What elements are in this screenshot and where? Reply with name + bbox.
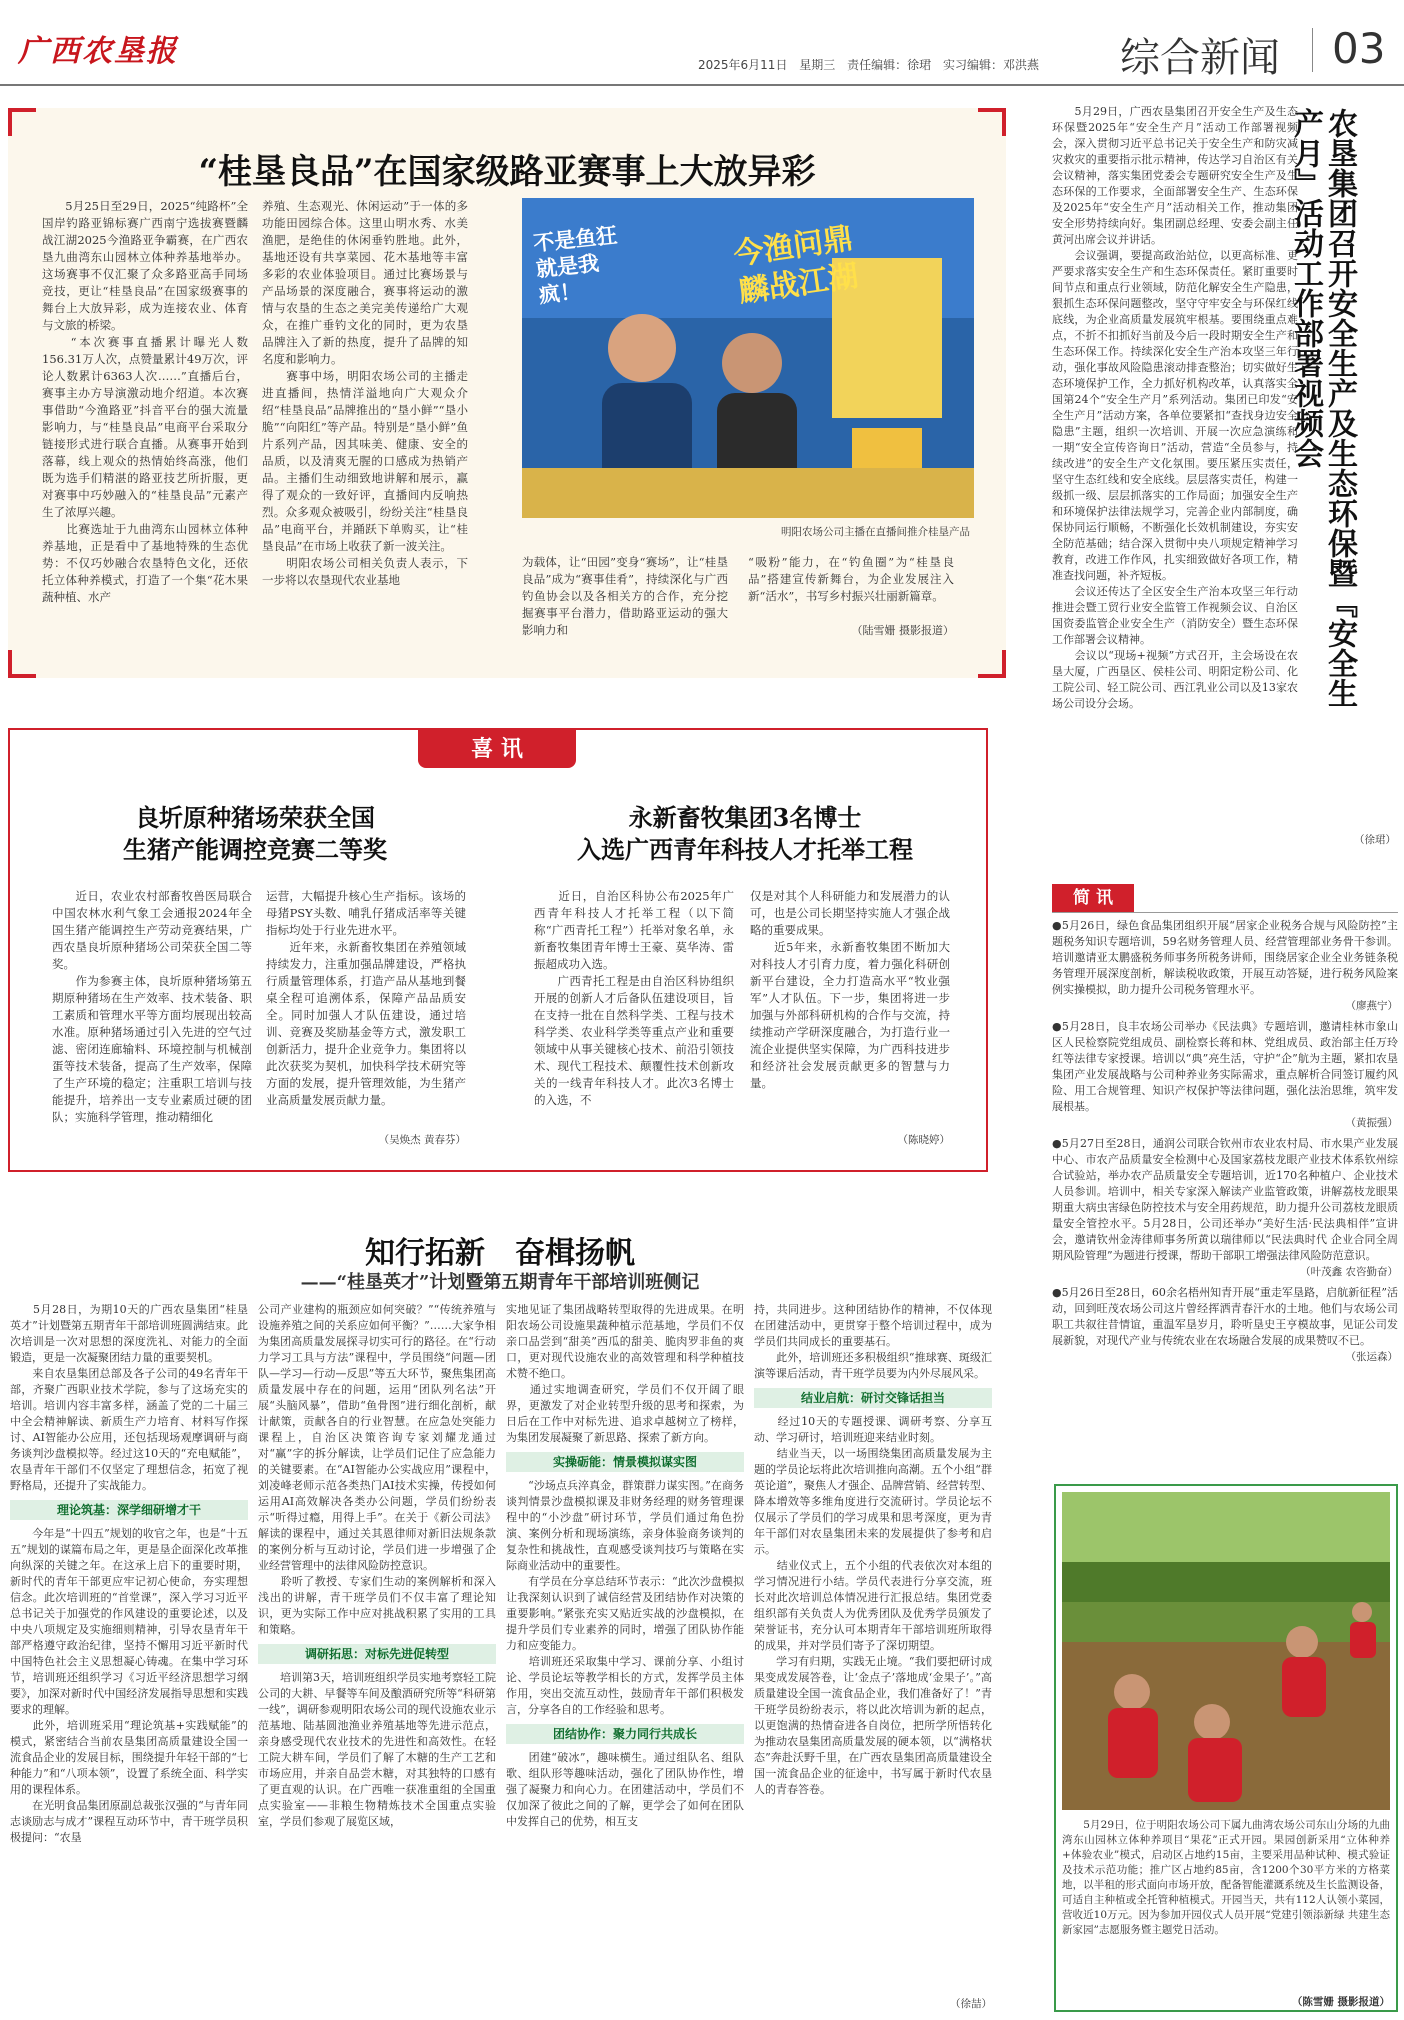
section-title: 综合新闻 bbox=[1120, 35, 1280, 81]
intern-editor: 实习编辑：邓洪燕 bbox=[942, 58, 1039, 72]
training-subtitle: ——“桂垦英才”计划暨第五期青年干部培训班侧记 bbox=[300, 1272, 700, 1293]
training-byline: （徐喆） bbox=[950, 1998, 992, 2010]
right-news-headline: 永新畜牧集团3名博士 入选广西青年科技人才托举工程 bbox=[577, 803, 913, 864]
brief-item: ●5月28日，良丰农场公司举办《民法典》专题培训，邀请桂林市象山区人民检察院党组成员、副检察长蒋和林、党组成员、政治部主任万玲红等法律专家授课。培训以“典”亮生活，守护“企”航为主题，紧扣农垦集团产业发展战略与公司种养业务实际需求，重点解析合同签订履约风险、用工合规管理、知识产权保护等法律问题，强化法治思维，筑牢发展根基。 （黄振强） bbox=[1052, 1020, 1398, 1129]
right-news-column-2: 仅是对其个人科研能力和发展潜力的认可，也是公司长期坚持实施人才强企战略的重要成果。 近5年来，永新畜牧集团不断加大对科技人才引育力度，着力强化科研创新平台建设，全力打造高水平“牧业强军”人才队伍。下一步，集团将进一步加强与外部科研机构的合作与交流，持续推动产学研深度融合，为打造行业一流企业提供坚实保障，为广西科技进步和经济社会发展贡献更多的智慧与力量。 bbox=[750, 889, 950, 1090]
right-news-byline: （陈晓婷） bbox=[897, 1134, 950, 1146]
subhead-research: 调研拓思：对标先进促转型 bbox=[258, 1644, 496, 1664]
safety-headline: 农垦集团召开安全生产及生态环保暨『安全生产月』活动工作部署视频会 bbox=[1288, 108, 1357, 708]
good-news-label: 喜 讯 bbox=[418, 730, 576, 768]
lead-column-3: 为载体，让“田园”变身“赛场”，让“桂垦良品”成为“赛事佳肴”，持续深化与广西钓鱼协会以及各相关方的合作，充分挖掘赛事平台潜力，借助路亚运动的强大影响力和 bbox=[522, 555, 728, 637]
lead-byline: （陆雪姗 摄影报道） bbox=[851, 624, 954, 637]
issue-weekday: 星期三 bbox=[799, 58, 836, 72]
page-number: 03 bbox=[1332, 24, 1386, 73]
brief-label: 简 讯 bbox=[1052, 884, 1134, 912]
left-news-column-1: 近日，农业农村部畜牧兽医局联合中国农林水利气象工会通报2024年全国生猪产能调控生产劳动竞赛结果，广西农垦良圻原种猪场公司荣获全国二等奖。 作为参赛主体，良圻原种猪场第五期原种猪场在生产效率、技术装备、职工素质和管理水平等方面均展现出较高水准。原种猪场通过引入先进的空气过滤、密闭连廊输料、环境控制与机械剖蛋等技术装备，提高了生产效率，保障了生产环境的稳定；注重职工培训与技能提升，培养出一支专业素质过硬的团队；实施科学管理，推动精细化 bbox=[52, 889, 252, 1124]
newspaper-logo: 广西农垦报 bbox=[18, 34, 178, 69]
subhead-teamwork: 团结协作：聚力同行共成长 bbox=[506, 1724, 744, 1744]
right-news-column-1: 近日，自治区科协公布2025年广西青年科技人才托举工程（以下简称“广西青托工程”）托举对象名单，永新畜牧集团青年博士王豪、莫华涛、雷振超成功入选。 广西青托工程是由自治区科协组织开展的创新人才后备队伍建设项目，旨在支持一批在自然科学类、工程与技术科学类、农业科学类等重点产业和重要领域中从事关键核心技术、前沿引领技术、现代工程技术、颠覆性技术创新攻关的一线青年科技人才。此次3名博士的入选，不 bbox=[534, 889, 734, 1107]
lead-column-2: 养殖、生态观光、休闲运动”于一体的多功能田园综合体。这里山明水秀、水美渔肥，是绝佳的休闲垂钓胜地。此外，基地还设有共享菜园、花木基地等丰富多彩的农业体验项目。通过比赛场景与产品场景的深度融合，赛事将运动的激情与农垦的生态之美完美传递给广大观众，在推广垂钓文化的同时，更为农垦品牌注入了新的热度，提升了品牌的知名度和影响力。 赛事中场，明阳农场公司的主播走进直播间，热情洋溢地向广大观众介绍“桂垦良品”品牌推出的“垦小鲜”“垦小脆”“向阳红”等产品。特别是“垦小鲜”鱼片系列产品，因其味美、健康、安全的品质，以及清爽无腥的口感成为热销产品。主播们生动细致地讲解和展示，赢得了观众的一致好评，直播间内反响热烈。众多观众被吸引，纷纷关注“桂垦良品”电商平台，并踊跃下单购买，让“桂垦良品”在市场上收获了新一波关注。 明阳农场公司相关负责人表示，下一步将以农垦现代农业基地 bbox=[262, 199, 468, 587]
lead-column-1: 5月25日至29日，2025“纯路杯”全国岸钓路亚锦标赛广西南宁选拔赛暨麟战江湖2025今渔路亚争霸赛，在广西农垦九曲湾东山园林立体种养基地举办。这场赛事不仅汇聚了众多路亚高手同场竞技，更让“桂垦良品”在国家级赛事的舞台上大放异彩，成为连接农业、体育与文旅的桥梁。 “本次赛事直播累计曝光人数156.31万人次，点赞量累计49万次，评论人数累计6363人次……”直播后台，赛事主办方导演激动地介绍道。本次赛事借助“今渔路亚”抖音平台的强大流量影响力，与“桂垦良品”电商平台采取分链接形式进行联合直播。从赛事开始到落幕，线上观众的热情始终高涨，他们既为选手们精湛的路亚技艺所折服，更对赛事中巧妙融入的“桂垦良品”元素产生了浓厚兴趣。 比赛选址于九曲湾东山园林立体种养基地，正是看中了基地特殊的生态优势：不仅巧妙融合农垦特色文化，还依托立体种养模式，打造了一个集“花木果蔬种植、水产 bbox=[42, 199, 248, 604]
training-column-3: 实地见证了集团战略转型取得的先进成果。在明阳农场公司设施果蔬种植示范基地，学员们不仅亲口品尝到“甜美”西瓜的甜美、脆肉罗非鱼的爽口，更对现代设施农业的高效管理和科学种植技术赞不绝口。 通过实地调查研究，学员们不仅开阔了眼界，更激发了对企业转型升级的思考和探索，为日后在工作中对标先进、追求卓越树立了榜样，为集团发展凝聚了新思路、探索了新方向。 实操砺能：情景模拟谋实图 “沙场点兵淬真金，群策群力谋实图。”在商务谈判情景沙盘模拟课及非财务经理的财务管理课程中的“小沙盘”研讨环节，学员们通过角色扮演、案例分析和现场演练，亲身体验商务谈判的复杂性和挑战性，直观感受谈判技巧与策略在实际商业活动中的重要性。 有学员在分享总结环节表示：“此次沙盘模拟让我深刻认识到了诚信经营及团结协作对决策的重要影响。”紧张充实又贴近实战的沙盘模拟，在提升学员们专业素养的同时，增强了团队协作能力和应变能力。 培训班还采取集中学习、课前分享、小组讨论、学员论坛等教学相长的方式，发挥学员主体作用，突出交流互动性，鼓励青年干部们积极发言，分享各自的工作经验和思考。 团结协作：聚力同行共成长 团建“破冰”，趣味横生。通过组队名、组队歌、组队形等趣味活动，强化了团队协作性，增强了凝聚力和向心力。在团建活动中，学员们不仅加深了彼此之间的了解，更学会了如何在团队中发挥自己的优势，相互支 bbox=[506, 1303, 744, 1828]
header-rule bbox=[0, 84, 1404, 86]
livestream-photo bbox=[522, 198, 974, 518]
banner-slogan-right: 今渔问鼎 麟战江湖 bbox=[731, 221, 861, 311]
left-news-headline: 良圻原种猪场荣获全国 生猪产能调控竞赛二等奖 bbox=[123, 803, 387, 864]
safety-byline: （徐珺） bbox=[1354, 834, 1396, 846]
left-news-column-2: 运营，大幅提升核心生产指标。该场的母猪PSY头数、哺乳仔猪成活率等关键指标均处于行业先进水平。 近年来，永新畜牧集团在养殖领域持续发力，注重加强品牌建设，严格执行质量管理体系，打造产品从基地到餐桌全程可追溯体系，保障产品品质安全。同时加强人才队伍建设，通过培训、竞赛及奖励基金等方式，激发职工创新活力，提升企业竞争力。集团将以此次获奖为契机，加快科学技术研究等方面的发展，提升管理效能，为生猪产业高质量发展贡献力量。 bbox=[266, 889, 466, 1107]
issue-meta bbox=[698, 56, 1047, 73]
subhead-graduation: 结业启航：研讨交锋话担当 bbox=[754, 1388, 992, 1408]
corner-mark bbox=[978, 650, 1006, 678]
banner-slogan-left: 不是鱼狂 就是我疯！ bbox=[532, 222, 619, 308]
subhead-practice: 实操砺能：情景模拟谋实图 bbox=[506, 1452, 744, 1472]
issue-date: 2025年6月11日 bbox=[698, 58, 788, 72]
lead-column-4: “吸粉”能力，在“钓鱼圈”为“桂垦良品”搭建宣传新舞台，为企业发展注入新“活水”，书写乡村振兴壮丽新篇章。 bbox=[748, 555, 954, 603]
farm-photo-byline: （陈雪姗 摄影报道） bbox=[1291, 1996, 1390, 2008]
farm-photo-caption: 5月29日，位于明阳农场公司下属九曲湾农场公司东山分场的九曲湾东山园林立体种养项目“果花”正式开园。果园创新采用“立体种养+体验农业”模式，启动区占地约15亩，主要采用品种试种、模式验证及技术示范功能；推广区占地约85亩，含1200个30平方米的方格菜地，以半租的形式面向市场开放，配备智能灌溉系统及生长监测设备，可适自主种植或全托管种植模式。开园当天，共有112人认领小菜园，营收近10万元。因为参加开园仪式人员开展“党建引领添新绿 共建生态新家园”志愿服务暨主题党日活动。 bbox=[1062, 1819, 1390, 1936]
brief-item: ●5月26日，绿色食品集团组织开展“居家企业税务合规与风险防控”主题税务知识专题培训，59名财务管理人员、经营管理部业务骨干参训。培训邀请亚太鹏盛税务师事务所税务讲师，围绕居家企业全业务链条税务管理开展深度剖析，解读税收政策，开展互动答疑，进行税务风险案例实操模拟，助力提升公司税务管理水平。 （廖燕宁） bbox=[1052, 919, 1398, 1012]
good-news-box bbox=[8, 728, 988, 1172]
corner-mark bbox=[8, 108, 36, 136]
safety-body: 5月29日，广西农垦集团召开安全生产及生态环保暨2025年“安全生产月”活动工作部署视频会，深入贯彻习近平总书记关于安全生产和防灾减灾救灾的重要指示批示精神，传达学习自治区有关会议精神，落实集团党委会专题研究安全生产及生态环保的工作要求，全面部署安全生产、生态环保及2025年“安全生产月”活动相关工作，推动集团安全形势持续向好。集团副总经理、安委会副主任黄河出席会议并讲话。 会议强调，要提高政治站位，以更高标准、更严要求落实安全生产和生态环保责任。紧盯重要时间节点和重点行业领域，防范化解安全生产隐患，狠抓生态环保问题整改，坚守守牢安全与环保红线底线，为企业高质量发展筑牢根基。要围绕重点难点，不折不扣抓好当前及今后一段时期安全生产和生态环保工作。持续深化安全生产治本攻坚三年行动，强化事故风险隐患滚动排查整治；切实做好生态环境保护工作，全力抓好机构改革，认真落实全国第24个“安全生产月”系列活动。集团已印发“安全生产月”活动方案，各单位要紧扣“查找身边安全隐患”主题，组织一次培训、开展一次应急演练和一期“安全宣传咨询日”活动，营造“全员参与，持续改进”的安全生产文化氛围。要压紧压实责任，坚守生态红线和安全底线。层层落实责任，构建一级抓一级、层层抓落实的工作局面；加强安全生产和环境保护法律法规学习，完善企业内部制度，确保协同运行顺畅，不断强化长效机制建设，夯实安全防范基础；结合深入贯彻中央八项规定精神学习教育，改进工作作风，扎实细致做好各项工作，精准查找问题，补齐短板。 会议还传达了全区安全生产治本攻坚三年行动推进会暨工贸行业安全监管工作视频会议、自治区国资委监管企业安全生产（消防安全）暨生态环保工作部署会议精神。 会议以“现场+视频”方式召开，主会场设在农垦大厦，广西垦区、侯桂公司、明阳定粉公司、化工院公司、轻工院公司、西江乳业公司以及13家农场公司设分会场。 bbox=[1052, 105, 1298, 710]
left-news-byline: （吴焕杰 黄春芬） bbox=[378, 1134, 466, 1146]
training-column-1: 5月28日，为期10天的广西农垦集团“桂垦英才”计划暨第五期青年干部培训班圆满结束。此次培训是一次对思想的深度洗礼、对能力的全面锻造，更是一次凝聚团结力量的重要契机。 来自农垦集团总部及各子公司的49名青年干部，齐聚广西职业技术学院，参与了这场充实的培训。培训内容丰富多样，涵盖了党的二十届三中全会精神解读、新质生产力培育、材料写作探讨、AI智能办公应用，还包括现场观摩调研与商务谈判沙盘模拟等。经过这10天的“充电赋能”，农垦青年干部们不仅坚定了理想信念，拓宽了视野格局，还提升了实战能力。 理论筑基：深学细研增才干 今年是“十四五”规划的收官之年，也是“十五五”规划的谋篇布局之年，更是垦企面深化改革推向纵深的关键之年。在这承上启下的重要时期，新时代的青年干部更应牢记初心使命，夯实理想信念。此次培训班的“首堂课”，深入学习习近平总书记关于加强党的作风建设的重要论述，以及中央八项规定及实施细则精神，引导农垦青年干部严格遵守政治纪律，坚持不懈用习近平新时代中国特色社会主义思想凝心铸魂。在集中学习环节，培训班还组织学习《习近平经济思想学习纲要》，加深对新时代中国经济发展指导思想和实践要求的理解。 此外，培训班采用“理论筑基+实践赋能”的模式，紧密结合当前农垦集团高质量建设全国一流食品企业的发展目标，围绕提升年轻干部的“七种能力”和“八项本领”，设置了系统全面、科学实用的课程体系。 在光明食品集团原副总裁张汉强的“与青年同志谈励志与成才”课程互动环节中，青干班学员积极提问：“农垦 bbox=[10, 1303, 248, 1844]
training-headline: 知行拓新 奋楫扬帆 bbox=[365, 1236, 635, 1271]
header-divider bbox=[1312, 28, 1313, 72]
corner-mark bbox=[8, 650, 36, 678]
farm-photo-box bbox=[1054, 1484, 1398, 2012]
photo-caption: 明阳农场公司主播在直播间推介桂垦产品 bbox=[781, 526, 970, 538]
farm-photo bbox=[1062, 1492, 1390, 1810]
lead-headline: “桂垦良品”在国家级路亚赛事上大放异彩 bbox=[198, 152, 816, 192]
brief-list bbox=[1052, 918, 1398, 1364]
brief-rule bbox=[1052, 912, 1398, 913]
training-column-4: 持，共同进步。这种团结协作的精神，不仅体现在团建活动中，更贯穿于整个培训过程中，成为学员们共同成长的重要基石。 此外，培训班还多积极组织“推球赛、斑级汇演等课后活动，青干班学员要为内外尽展风采。 结业启航：研讨交锋话担当 经过10天的专题授课、调研考察、分享互动、学习研讨，培训班迎来结业时刻。 结业当天，以一场围绕集团高质量发展为主题的学员论坛将此次培训推向高潮。五个小组“群英论道”，聚焦人才强企、品牌营销、经营转型、降本增效等多维角度进行交流研讨。学员论坛不仅展示了学员们的学习成果和思考深度，更为青年干部们对农垦集团未来的发展提供了参考和启示。 结业仪式上，五个小组的代表依次对本组的学习情况进行小结。学员代表进行分享交流，班长对此次培训总体情况进行汇报总结。集团党委组织部有关负责人为优秀团队及优秀学员颁发了荣誉证书，充分认可本期青年干部培训班所取得的成果，并对学员们寄予了深切期望。 学习有归期，实践无止境。“我们要把研讨成果变成发展答卷，让‘金点子’落地成‘金果子’。”高质量建设全国一流食品企业，我们准备好了！”青干班学员纷纷表示，将以此次培训为新的起点，以更饱满的热情奋进各自岗位，把所学所悟转化为推动农垦集团高质量发展的硬本领，以“满格状态”奔赴沃野千里，在广西农垦集团高质量建设全国一流食品企业的征途中，书写属于新时代农垦人的青春答卷。 bbox=[754, 1303, 992, 1796]
responsible-editor: 责任编辑：徐珺 bbox=[847, 58, 932, 72]
brief-item: ●5月27日至28日，通润公司联合钦州市农业农村局、市水果产业发展中心、市农产品质量安全检测中心及国家荔枝龙眼产业技术体系钦州综合试验站，举办农产品质量安全专题培训，近170名种植户、企业技术人员参训。培训中，相关专家深入解读产业监管政策，讲解荔枝龙眼果期重大病虫害绿色防控技术与安全用药规范，助力提升公司荔枝龙眼质量安全管控水平。5月28日，公司还举办“美好生活·民法典相伴”宣讲会，邀请钦州金涛律师事务所黄以瑞律师以“民法典时代 企业合同全周期风险管理”为题进行授课，帮助干部职工增强法律风险防范意识。 （叶茂鑫 农咨勤奋） bbox=[1052, 1137, 1398, 1278]
lead-story bbox=[8, 108, 1006, 678]
brief-item: ●5月26日至28日，60余名梧州知青开展“重走军垦路，启航新征程”活动，回到旺茂农场公司这片曾经挥洒青春汗水的土地。他们与农场公司职工共叙往昔情谊，重温军垦岁月，聆听垦史王亨模故事，见证公司发展新貌，对现代产业与传统农业在农场融合发展的成果赞叹不已。 （张运森） bbox=[1052, 1286, 1398, 1363]
training-column-2: 公司产业建构的瓶颈应如何突破？”“传统养殖与设施养殖之间的关系应如何平衡？”……大家争相为集团高质量发展探寻切实可行的路径。在“行动力学习工具与方法”课程中，学员围绕“问题—团队—学习—行动—反思”等五大环节，聚焦集团高质量发展中存在的问题，运用“团队列名法”开展“头脑风暴”，借助“鱼骨图”进行细化剖析，献计献策，贡献各自的行业智慧。在应急处突能力课程上，自治区决策咨询专家刘耀龙通过对“赢”字的拆分解读，让学员们记住了应急能力的关键要素。在“AI智能办公实战应用”课程中，刘凌峰老师示范各类热门AI技术实操，传授如何运用AI高效解决各类办公问题，学员们纷纷表示“听得过瘾，用得上手”。在关于《新公司法》解读的课程中，通过关其恩律师对新旧法规条款的案例分析与互动讨论，学员们进一步增强了企业经营管理中的法律风险防控意识。 聆听了教授、专家们生动的案例解析和深入浅出的讲解，青干班学员们不仅丰富了理论知识，更为实际工作中应对挑战积累了实用的工具和策略。 调研拓思：对标先进促转型 培训第3天，培训班组织学员实地考察轻工院公司的大耕、早餐等车间及酿酒研究所等“科研第一线”，调研参观明阳农场公司的现代设施农业示范基地、陆基圆池渔业养殖基地等先进示范点，亲身感受现代农业技术的先进性和高效性。在轻工院大耕车间，学员们了解了木糖的生产工艺和市场应用，并亲自品尝木糖，对其独特的口感有了更直观的认识。在广西唯一获准重组的全国重点实验室——非粮生物精炼技术全国重点实验室，学员们参观了展览区域， bbox=[258, 1303, 496, 1828]
corner-mark bbox=[978, 108, 1006, 136]
subhead-theory: 理论筑基：深学细研增才干 bbox=[10, 1500, 248, 1520]
